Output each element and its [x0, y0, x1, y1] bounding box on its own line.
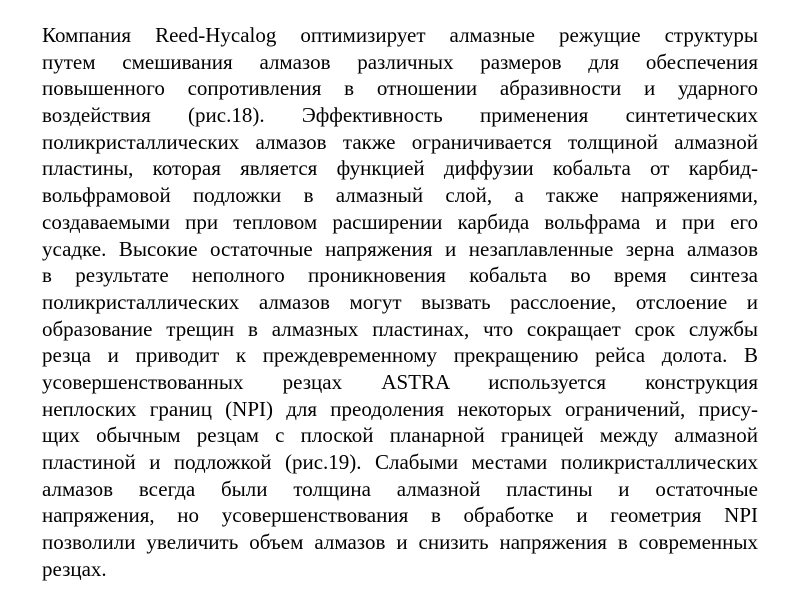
text-line-12: образование трещин в алмазных пластинах, что сокращает срок службы	[42, 316, 758, 341]
text-line-20: позволили увеличить объем алмазов и снизить напряжения в современных	[42, 530, 758, 555]
body-paragraph	[42, 22, 758, 582]
text-line-13: резца и приводит к преждевременному прекращению рейса долота. В	[42, 343, 758, 368]
text-line-15: неплоских границ (NPI) для преодоления некоторых ограничений, прису-	[42, 396, 758, 421]
text-line-9: усадке. Высокие остаточные напряжения и незаплавленные зерна алмазов	[42, 236, 758, 261]
text-line-21: резцах.	[42, 556, 107, 581]
text-line-4: воздействия (рис.18). Эффективность применения синтетических	[42, 103, 758, 128]
text-line-18: алмазов всегда были толщина алмазной пластины и остаточные	[42, 476, 758, 501]
text-line-17: пластиной и подложкой (рис.19). Слабыми местами поликристаллических	[42, 450, 758, 474]
text-line-1: Компания Reed-Hycalog оптимизирует алмазные режущие структуры	[42, 23, 758, 47]
text-line-11: поликристаллических алмазов могут вызвать расслоение, отслоение и	[42, 289, 758, 314]
text-line-2: путем смешивания алмазов различных размеров для обеспечения	[42, 49, 758, 74]
text-line-6: пластины, которая является функцией диффузии кобальта от карбид-	[42, 156, 758, 181]
text-line-8: создаваемыми при тепловом расширении карбида вольфрама и при его	[42, 209, 758, 234]
text-line-16: щих обычным резцам с плоской планарной границей между алмазной	[42, 423, 758, 448]
text-line-19: напряжения, но усовершенствования в обработке и геометрия NPI	[42, 503, 758, 528]
text-line-14: усовершенствованных резцах ASTRA используется конструкция	[42, 369, 758, 394]
text-line-7: вольфрамовой подложки в алмазный слой, а также напряжениями,	[42, 183, 758, 208]
text-line-5: поликристаллических алмазов также ограничивается толщиной алмазной	[42, 129, 758, 154]
text-line-10: в результате неполного проникновения кобальта во время синтеза	[42, 263, 758, 288]
text-line-3: повышенного сопротивления в отношении абразивности и ударного	[42, 76, 758, 101]
